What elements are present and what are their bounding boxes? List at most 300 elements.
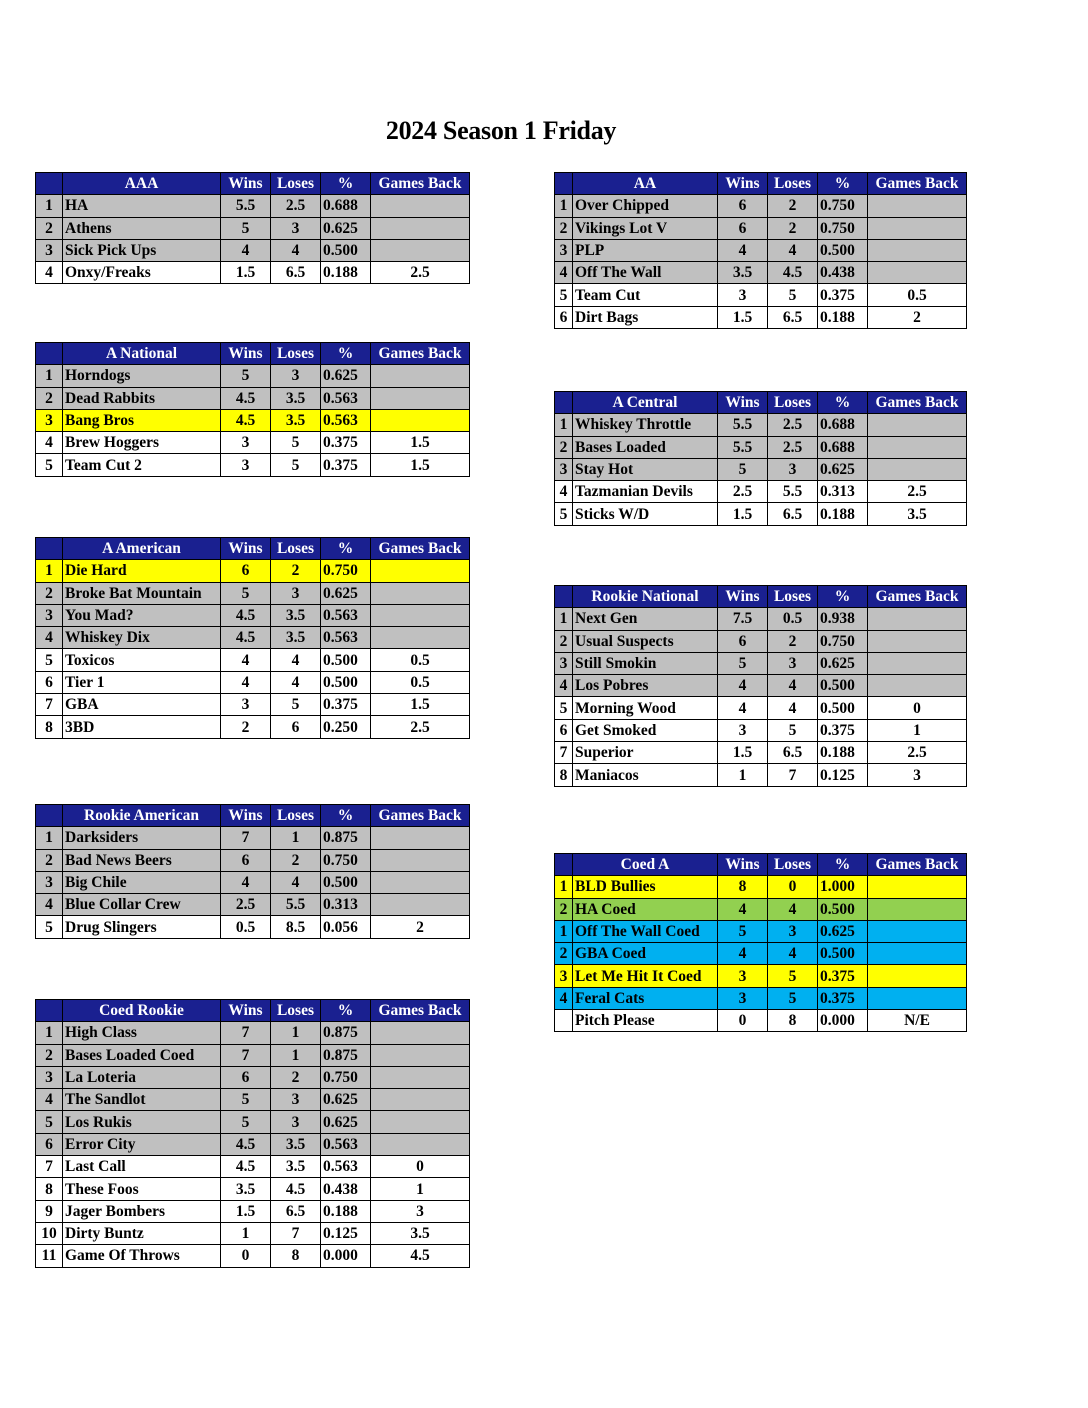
team-pct: 0.125 [321, 1222, 371, 1244]
team-rank: 6 [36, 671, 63, 693]
team-loses: 3 [271, 582, 321, 604]
team-name: Vikings Lot V [573, 217, 718, 239]
team-wins: 0 [718, 1010, 768, 1032]
header-rank-blank [555, 586, 573, 608]
team-games-back: 0 [371, 1156, 470, 1178]
team-pct: 0.375 [818, 987, 868, 1009]
team-rank: 11 [36, 1245, 63, 1267]
header-pct: % [818, 586, 868, 608]
division-name: Coed Rookie [63, 1000, 221, 1022]
team-pct: 0.313 [321, 894, 371, 916]
team-name: PLP [573, 239, 718, 261]
team-name: Error City [63, 1133, 221, 1155]
team-wins: 2.5 [718, 481, 768, 503]
team-loses: 3.5 [271, 387, 321, 409]
team-rank: 2 [555, 436, 573, 458]
team-row [36, 1156, 470, 1178]
team-games-back [371, 387, 470, 409]
team-games-back: 0.5 [868, 284, 967, 306]
team-row [36, 387, 470, 409]
team-name: Dirt Bags [573, 306, 718, 328]
header-pct: % [321, 173, 371, 195]
team-name: GBA [63, 694, 221, 716]
header-wins: Wins [221, 538, 271, 560]
team-loses: 0.5 [768, 608, 818, 630]
team-name: Sticks W/D [573, 503, 718, 525]
team-name: Stay Hot [573, 458, 718, 480]
division-name: A American [63, 538, 221, 560]
team-rank: 6 [555, 719, 573, 741]
team-pct: 0.750 [321, 560, 371, 582]
team-rank: 10 [36, 1222, 63, 1244]
header-loses: Loses [768, 173, 818, 195]
team-rank: 1 [555, 608, 573, 630]
standings-table-aa [554, 172, 967, 329]
team-wins: 4 [718, 697, 768, 719]
team-row [36, 671, 470, 693]
header-rank-blank [36, 805, 63, 827]
team-games-back: 1.5 [371, 454, 470, 476]
team-loses: 5 [271, 694, 321, 716]
team-name: Toxicos [63, 649, 221, 671]
team-rank: 3 [555, 239, 573, 261]
team-rank: 5 [555, 503, 573, 525]
team-rank: 2 [36, 582, 63, 604]
header-games-back: Games Back [868, 173, 967, 195]
team-rank: 1 [555, 920, 573, 942]
header-rank-blank [36, 173, 63, 195]
team-games-back [371, 604, 470, 626]
team-name: Team Cut 2 [63, 454, 221, 476]
team-pct: 0.625 [818, 652, 868, 674]
division-name: Coed A [573, 854, 718, 876]
team-loses: 3 [768, 458, 818, 480]
header-loses: Loses [271, 538, 321, 560]
team-games-back [868, 414, 967, 436]
team-wins: 4.5 [221, 627, 271, 649]
team-pct: 0.500 [818, 943, 868, 965]
team-row [555, 608, 967, 630]
team-name: Dirty Buntz [63, 1222, 221, 1244]
team-loses: 3.5 [271, 1133, 321, 1155]
team-loses: 2.5 [768, 414, 818, 436]
team-games-back: 3 [868, 764, 967, 786]
team-games-back [868, 898, 967, 920]
team-wins: 1.5 [718, 742, 768, 764]
team-games-back: 1 [371, 1178, 470, 1200]
team-rank: 4 [555, 262, 573, 284]
team-wins: 3 [221, 454, 271, 476]
team-pct: 0.563 [321, 627, 371, 649]
team-name: High Class [63, 1022, 221, 1044]
team-pct: 0.625 [321, 217, 371, 239]
team-name: Maniacos [573, 764, 718, 786]
team-games-back: 2.5 [868, 481, 967, 503]
team-games-back: 1 [868, 719, 967, 741]
team-pct: 0.750 [818, 630, 868, 652]
header-pct: % [321, 805, 371, 827]
team-wins: 4.5 [221, 409, 271, 431]
team-pct: 0.500 [818, 898, 868, 920]
team-pct: 0.188 [321, 262, 371, 284]
header-pct: % [818, 854, 868, 876]
team-row [555, 675, 967, 697]
team-row [555, 262, 967, 284]
team-wins: 4 [718, 239, 768, 261]
team-pct: 0.000 [321, 1245, 371, 1267]
team-games-back: 2.5 [371, 262, 470, 284]
team-name: Usual Suspects [573, 630, 718, 652]
team-rank: 1 [555, 195, 573, 217]
team-name: Darksiders [63, 827, 221, 849]
team-name: Broke Bat Mountain [63, 582, 221, 604]
team-wins: 4 [221, 871, 271, 893]
team-name: Die Hard [63, 560, 221, 582]
team-wins: 2 [221, 716, 271, 738]
team-row [36, 262, 470, 284]
team-pct: 0.375 [818, 284, 868, 306]
team-row [36, 1044, 470, 1066]
team-pct: 0.625 [818, 920, 868, 942]
header-row [36, 538, 470, 560]
team-loses: 4 [271, 649, 321, 671]
team-wins: 4 [221, 671, 271, 693]
team-games-back: N/E [868, 1010, 967, 1032]
team-name: Superior [573, 742, 718, 764]
team-name: Tier 1 [63, 671, 221, 693]
team-rank: 7 [555, 742, 573, 764]
team-games-back: 1.5 [371, 432, 470, 454]
header-loses: Loses [271, 343, 321, 365]
team-name: Horndogs [63, 365, 221, 387]
team-games-back [868, 608, 967, 630]
team-pct: 0.250 [321, 716, 371, 738]
team-row [555, 503, 967, 525]
team-row [36, 582, 470, 604]
team-pct: 0.056 [321, 916, 371, 938]
team-rank: 5 [555, 284, 573, 306]
team-rank: 2 [36, 1044, 63, 1066]
team-pct: 0.875 [321, 1022, 371, 1044]
team-pct: 0.000 [818, 1010, 868, 1032]
standings-table-coed-rookie [35, 999, 470, 1268]
header-wins: Wins [718, 586, 768, 608]
team-games-back [868, 195, 967, 217]
team-wins: 5.5 [718, 414, 768, 436]
team-row [555, 898, 967, 920]
header-loses: Loses [271, 173, 321, 195]
team-name: Pitch Please [573, 1010, 718, 1032]
team-rank: 1 [555, 414, 573, 436]
team-row [555, 436, 967, 458]
team-rank: 3 [36, 604, 63, 626]
team-row [555, 697, 967, 719]
team-loses: 2 [271, 849, 321, 871]
team-row [555, 217, 967, 239]
team-games-back [371, 582, 470, 604]
team-pct: 0.500 [818, 675, 868, 697]
team-games-back: 3 [371, 1200, 470, 1222]
team-wins: 6 [221, 1066, 271, 1088]
header-games-back: Games Back [371, 1000, 470, 1022]
team-loses: 6.5 [768, 742, 818, 764]
team-loses: 5 [768, 987, 818, 1009]
team-loses: 1 [271, 1022, 321, 1044]
team-name: Off The Wall [573, 262, 718, 284]
team-row [36, 432, 470, 454]
team-rank: 4 [36, 1089, 63, 1111]
team-pct: 0.563 [321, 409, 371, 431]
header-row [36, 805, 470, 827]
header-row [36, 1000, 470, 1022]
team-games-back: 1.5 [371, 694, 470, 716]
team-pct: 0.750 [818, 195, 868, 217]
team-row [36, 827, 470, 849]
team-games-back: 0 [868, 697, 967, 719]
team-games-back: 0.5 [371, 671, 470, 693]
division-name: A Central [573, 392, 718, 414]
team-name: Onxy/Freaks [63, 262, 221, 284]
team-row [555, 195, 967, 217]
division-name: AAA [63, 173, 221, 195]
header-rank-blank [36, 1000, 63, 1022]
team-pct: 0.375 [321, 454, 371, 476]
team-loses: 7 [768, 764, 818, 786]
team-pct: 1.000 [818, 876, 868, 898]
team-name: Brew Hoggers [63, 432, 221, 454]
standings-table-coed-a [554, 853, 967, 1032]
team-row [36, 1178, 470, 1200]
team-pct: 0.438 [818, 262, 868, 284]
header-wins: Wins [221, 173, 271, 195]
header-wins: Wins [718, 854, 768, 876]
team-name: These Foos [63, 1178, 221, 1200]
team-row [555, 630, 967, 652]
team-loses: 0 [768, 876, 818, 898]
team-row [36, 894, 470, 916]
header-row [36, 173, 470, 195]
team-wins: 1 [221, 1222, 271, 1244]
team-rank: 5 [36, 454, 63, 476]
team-wins: 7 [221, 1044, 271, 1066]
team-pct: 0.750 [321, 849, 371, 871]
team-name: Get Smoked [573, 719, 718, 741]
team-rank: 4 [36, 894, 63, 916]
team-rank: 4 [36, 627, 63, 649]
team-rank: 4 [36, 432, 63, 454]
team-pct: 0.688 [321, 195, 371, 217]
standings-table-aaa [35, 172, 470, 284]
team-row [555, 239, 967, 261]
team-rank: 2 [36, 217, 63, 239]
team-games-back [868, 943, 967, 965]
team-games-back [371, 195, 470, 217]
team-pct: 0.500 [321, 239, 371, 261]
team-row [36, 627, 470, 649]
team-name: Over Chipped [573, 195, 718, 217]
team-name: GBA Coed [573, 943, 718, 965]
team-row [36, 195, 470, 217]
header-pct: % [321, 538, 371, 560]
header-wins: Wins [718, 173, 768, 195]
team-games-back [868, 652, 967, 674]
team-rank: 1 [36, 827, 63, 849]
team-pct: 0.625 [321, 1111, 371, 1133]
standings-table-a-central [554, 391, 967, 526]
team-loses: 5 [271, 454, 321, 476]
team-rank: 4 [555, 481, 573, 503]
team-games-back [868, 876, 967, 898]
team-games-back: 3.5 [868, 503, 967, 525]
team-loses: 5 [271, 432, 321, 454]
team-wins: 3.5 [718, 262, 768, 284]
team-games-back [868, 675, 967, 697]
team-pct: 0.375 [321, 432, 371, 454]
team-rank [555, 1010, 573, 1032]
team-games-back [371, 1133, 470, 1155]
team-games-back [371, 365, 470, 387]
team-name: Jager Bombers [63, 1200, 221, 1222]
team-pct: 0.500 [321, 649, 371, 671]
header-row [555, 586, 967, 608]
team-row [555, 719, 967, 741]
team-name: Let Me Hit It Coed [573, 965, 718, 987]
team-row [36, 916, 470, 938]
team-pct: 0.438 [321, 1178, 371, 1200]
team-games-back [371, 1022, 470, 1044]
team-loses: 2 [271, 560, 321, 582]
team-wins: 3 [718, 965, 768, 987]
team-pct: 0.375 [818, 719, 868, 741]
team-pct: 0.625 [321, 1089, 371, 1111]
team-wins: 6 [718, 630, 768, 652]
team-wins: 3.5 [221, 1178, 271, 1200]
team-row [555, 920, 967, 942]
team-name: Los Pobres [573, 675, 718, 697]
team-wins: 5 [221, 1089, 271, 1111]
team-games-back [371, 849, 470, 871]
header-loses: Loses [768, 854, 818, 876]
team-wins: 6 [718, 195, 768, 217]
team-row [555, 652, 967, 674]
team-name: Drug Slingers [63, 916, 221, 938]
team-name: Tazmanian Devils [573, 481, 718, 503]
team-rank: 3 [36, 239, 63, 261]
team-games-back [371, 1044, 470, 1066]
team-row [555, 943, 967, 965]
team-wins: 5 [221, 217, 271, 239]
team-row [555, 987, 967, 1009]
team-games-back: 0.5 [371, 649, 470, 671]
team-row [555, 1010, 967, 1032]
team-rank: 8 [36, 716, 63, 738]
team-pct: 0.188 [818, 306, 868, 328]
team-wins: 3 [718, 719, 768, 741]
team-rank: 6 [555, 306, 573, 328]
team-games-back [371, 217, 470, 239]
team-wins: 4.5 [221, 1156, 271, 1178]
team-wins: 3 [718, 987, 768, 1009]
team-wins: 5 [718, 920, 768, 942]
team-row [555, 481, 967, 503]
team-wins: 5 [718, 458, 768, 480]
team-pct: 0.688 [818, 436, 868, 458]
team-loses: 3 [271, 217, 321, 239]
team-wins: 1.5 [718, 306, 768, 328]
division-name: A National [63, 343, 221, 365]
team-row [36, 1022, 470, 1044]
team-loses: 6.5 [768, 503, 818, 525]
header-games-back: Games Back [868, 392, 967, 414]
header-games-back: Games Back [868, 586, 967, 608]
team-games-back [371, 827, 470, 849]
header-pct: % [818, 392, 868, 414]
team-games-back [868, 239, 967, 261]
team-loses: 2.5 [768, 436, 818, 458]
header-wins: Wins [221, 1000, 271, 1022]
team-rank: 7 [36, 694, 63, 716]
team-games-back [371, 1089, 470, 1111]
team-games-back [868, 436, 967, 458]
team-row [36, 871, 470, 893]
team-rank: 4 [36, 262, 63, 284]
team-games-back [868, 217, 967, 239]
team-row [36, 217, 470, 239]
team-row [36, 1245, 470, 1267]
team-name: Still Smokin [573, 652, 718, 674]
team-pct: 0.188 [818, 503, 868, 525]
team-wins: 8 [718, 876, 768, 898]
team-pct: 0.750 [818, 217, 868, 239]
header-games-back: Games Back [371, 538, 470, 560]
header-rank-blank [555, 392, 573, 414]
team-name: You Mad? [63, 604, 221, 626]
team-loses: 2 [768, 195, 818, 217]
team-name: Bases Loaded Coed [63, 1044, 221, 1066]
team-games-back [868, 987, 967, 1009]
team-rank: 4 [555, 675, 573, 697]
team-wins: 4 [718, 675, 768, 697]
team-row [36, 716, 470, 738]
team-loses: 4 [768, 675, 818, 697]
page-title: 2024 Season 1 Friday [385, 116, 617, 145]
team-rank: 1 [36, 1022, 63, 1044]
team-wins: 4.5 [221, 1133, 271, 1155]
team-pct: 0.938 [818, 608, 868, 630]
team-row [36, 239, 470, 261]
team-rank: 3 [555, 965, 573, 987]
team-loses: 8.5 [271, 916, 321, 938]
team-pct: 0.500 [321, 871, 371, 893]
team-loses: 6.5 [271, 262, 321, 284]
team-games-back [868, 262, 967, 284]
team-loses: 1 [271, 827, 321, 849]
header-games-back: Games Back [371, 805, 470, 827]
header-wins: Wins [718, 392, 768, 414]
team-name: Team Cut [573, 284, 718, 306]
team-row [36, 1133, 470, 1155]
team-rank: 2 [36, 387, 63, 409]
team-loses: 4 [271, 871, 321, 893]
team-row [36, 694, 470, 716]
team-loses: 5.5 [271, 894, 321, 916]
header-pct: % [321, 1000, 371, 1022]
team-pct: 0.875 [321, 827, 371, 849]
team-rank: 9 [36, 1200, 63, 1222]
team-games-back [371, 409, 470, 431]
team-wins: 3 [718, 284, 768, 306]
team-row [555, 284, 967, 306]
